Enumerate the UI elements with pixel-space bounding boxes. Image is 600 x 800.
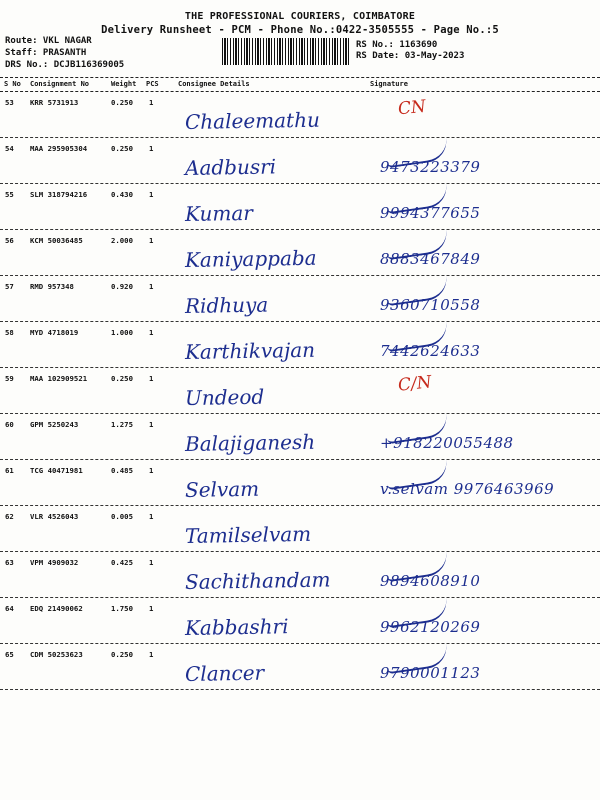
cell-pcs: 1	[149, 374, 154, 383]
cell-sno: 59	[5, 374, 14, 383]
cell-weight: 1.750	[111, 604, 133, 613]
consignee-handwriting: Clancer	[184, 660, 265, 686]
table-row	[0, 552, 600, 598]
cell-sno: 54	[5, 144, 14, 153]
consignee-handwriting: Sachithandam	[184, 567, 331, 594]
rs-date: RS Date: 03-May-2023	[356, 51, 465, 61]
cell-sno: 55	[5, 190, 14, 199]
cell-pcs: 1	[149, 650, 154, 659]
row-divider	[0, 689, 600, 690]
cell-consignment: KRR 5731913	[30, 98, 79, 107]
signature-phone: 8883467849	[380, 250, 481, 268]
cell-sno: 62	[5, 512, 14, 521]
table-row	[0, 368, 600, 414]
signature-phone: v.selvam 9976463969	[380, 480, 555, 498]
cell-sno: 61	[5, 466, 14, 475]
cell-sno: 57	[5, 282, 14, 291]
col-pcs: PCS	[146, 80, 159, 88]
cell-pcs: 1	[149, 512, 154, 521]
cell-pcs: 1	[149, 558, 154, 567]
table-row	[0, 92, 600, 138]
signature-phone: 9790001123	[380, 664, 481, 682]
consignee-handwriting: Kabbashri	[184, 614, 289, 640]
cell-pcs: 1	[149, 604, 154, 613]
cell-consignment: VPM 4909032	[30, 558, 79, 567]
cell-consignment: GPM 5250243	[30, 420, 79, 429]
signature-phone: 9360710558	[380, 296, 481, 314]
table-row	[0, 598, 600, 644]
cell-consignment: MAA 102909521	[30, 374, 88, 383]
runsheet-header	[0, 0, 600, 80]
cell-weight: 0.250	[111, 650, 133, 659]
cell-consignment: TCG 40471981	[30, 466, 83, 475]
cell-consignment: CDM 50253623	[30, 650, 83, 659]
signature-phone: 9894608910	[380, 572, 481, 590]
signature-phone: +918220055488	[380, 434, 514, 452]
cell-consignment: RMD 957348	[30, 282, 74, 291]
consignee-handwriting: Undeod	[184, 384, 265, 410]
consignee-handwriting: Kumar	[184, 200, 254, 226]
cell-weight: 1.275	[111, 420, 133, 429]
cell-sno: 53	[5, 98, 14, 107]
cell-sno: 64	[5, 604, 14, 613]
cell-consignment: VLR 4526043	[30, 512, 79, 521]
consignee-handwriting: Aadbusri	[184, 154, 277, 180]
barcode-image	[222, 38, 350, 65]
cell-sno: 60	[5, 420, 14, 429]
col-signature: Signature	[370, 80, 408, 88]
cell-weight: 0.250	[111, 374, 133, 383]
signature-phone: 9994377655	[380, 204, 481, 222]
consignee-handwriting: Karthikvajan	[184, 337, 316, 364]
cell-pcs: 1	[149, 282, 154, 291]
signature-phone: 9473223379	[380, 158, 481, 176]
table-row	[0, 276, 600, 322]
cell-consignment: KCM 50036485	[30, 236, 83, 245]
cell-weight: 0.250	[111, 144, 133, 153]
cell-sno: 58	[5, 328, 14, 337]
table-row	[0, 322, 600, 368]
cell-pcs: 1	[149, 144, 154, 153]
table-row	[0, 184, 600, 230]
drs-number: DRS No.: DCJB116369005	[5, 60, 125, 70]
company-title: THE PROFESSIONAL COURIERS, COIMBATORE	[184, 11, 416, 22]
staff-label: Staff: PRASANTH	[5, 48, 87, 58]
col-consignee: Consignee Details	[178, 80, 250, 88]
cell-pcs: 1	[149, 466, 154, 475]
consignee-handwriting: Kaniyappaba	[184, 245, 317, 272]
consignee-handwriting: Balajiganesh	[184, 429, 316, 456]
cell-pcs: 1	[149, 328, 154, 337]
header-divider	[0, 77, 600, 78]
consignee-handwriting: Selvam	[184, 476, 260, 502]
table-row	[0, 414, 600, 460]
runsheet-subtitle: Delivery Runsheet - PCM - Phone No.:0422-3505555 - Page No.:5	[101, 24, 499, 36]
signature-phone: 7442624633	[380, 342, 481, 360]
col-sno: S No	[4, 80, 21, 88]
cell-consignment: MAA 295905304	[30, 144, 88, 153]
cell-consignment: MYD 4718019	[30, 328, 79, 337]
cell-consignment: EDQ 21490062	[30, 604, 83, 613]
signature-phone: 9962120269	[380, 618, 481, 636]
table-row	[0, 644, 600, 690]
cell-sno: 56	[5, 236, 14, 245]
col-consignment: Consignment No	[30, 80, 90, 88]
cell-pcs: 1	[149, 190, 154, 199]
route-label: Route: VKL NAGAR	[5, 36, 92, 46]
table-row	[0, 460, 600, 506]
cell-weight: 0.430	[111, 190, 133, 199]
col-weight: Weight	[111, 80, 137, 88]
cell-weight: 0.920	[111, 282, 133, 291]
cell-consignment: SLM 318794216	[30, 190, 88, 199]
signature-mark: C/N	[397, 372, 433, 396]
cell-pcs: 1	[149, 98, 154, 107]
signature-mark: CN	[397, 96, 427, 120]
cell-pcs: 1	[149, 236, 154, 245]
cell-weight: 0.250	[111, 98, 133, 107]
cell-pcs: 1	[149, 420, 154, 429]
consignee-handwriting: Ridhuya	[184, 292, 269, 318]
table-row	[0, 230, 600, 276]
consignee-handwriting: Tamilselvam	[184, 521, 312, 548]
cell-weight: 0.425	[111, 558, 133, 567]
cell-weight: 0.485	[111, 466, 133, 475]
cell-sno: 63	[5, 558, 14, 567]
consignee-handwriting: Chaleemathu	[184, 107, 321, 134]
table-row	[0, 138, 600, 184]
cell-sno: 65	[5, 650, 14, 659]
cell-weight: 1.000	[111, 328, 133, 337]
cell-weight: 2.000	[111, 236, 133, 245]
rs-number: RS No.: 1163690	[356, 40, 438, 50]
cell-weight: 0.005	[111, 512, 133, 521]
table-row	[0, 506, 600, 552]
